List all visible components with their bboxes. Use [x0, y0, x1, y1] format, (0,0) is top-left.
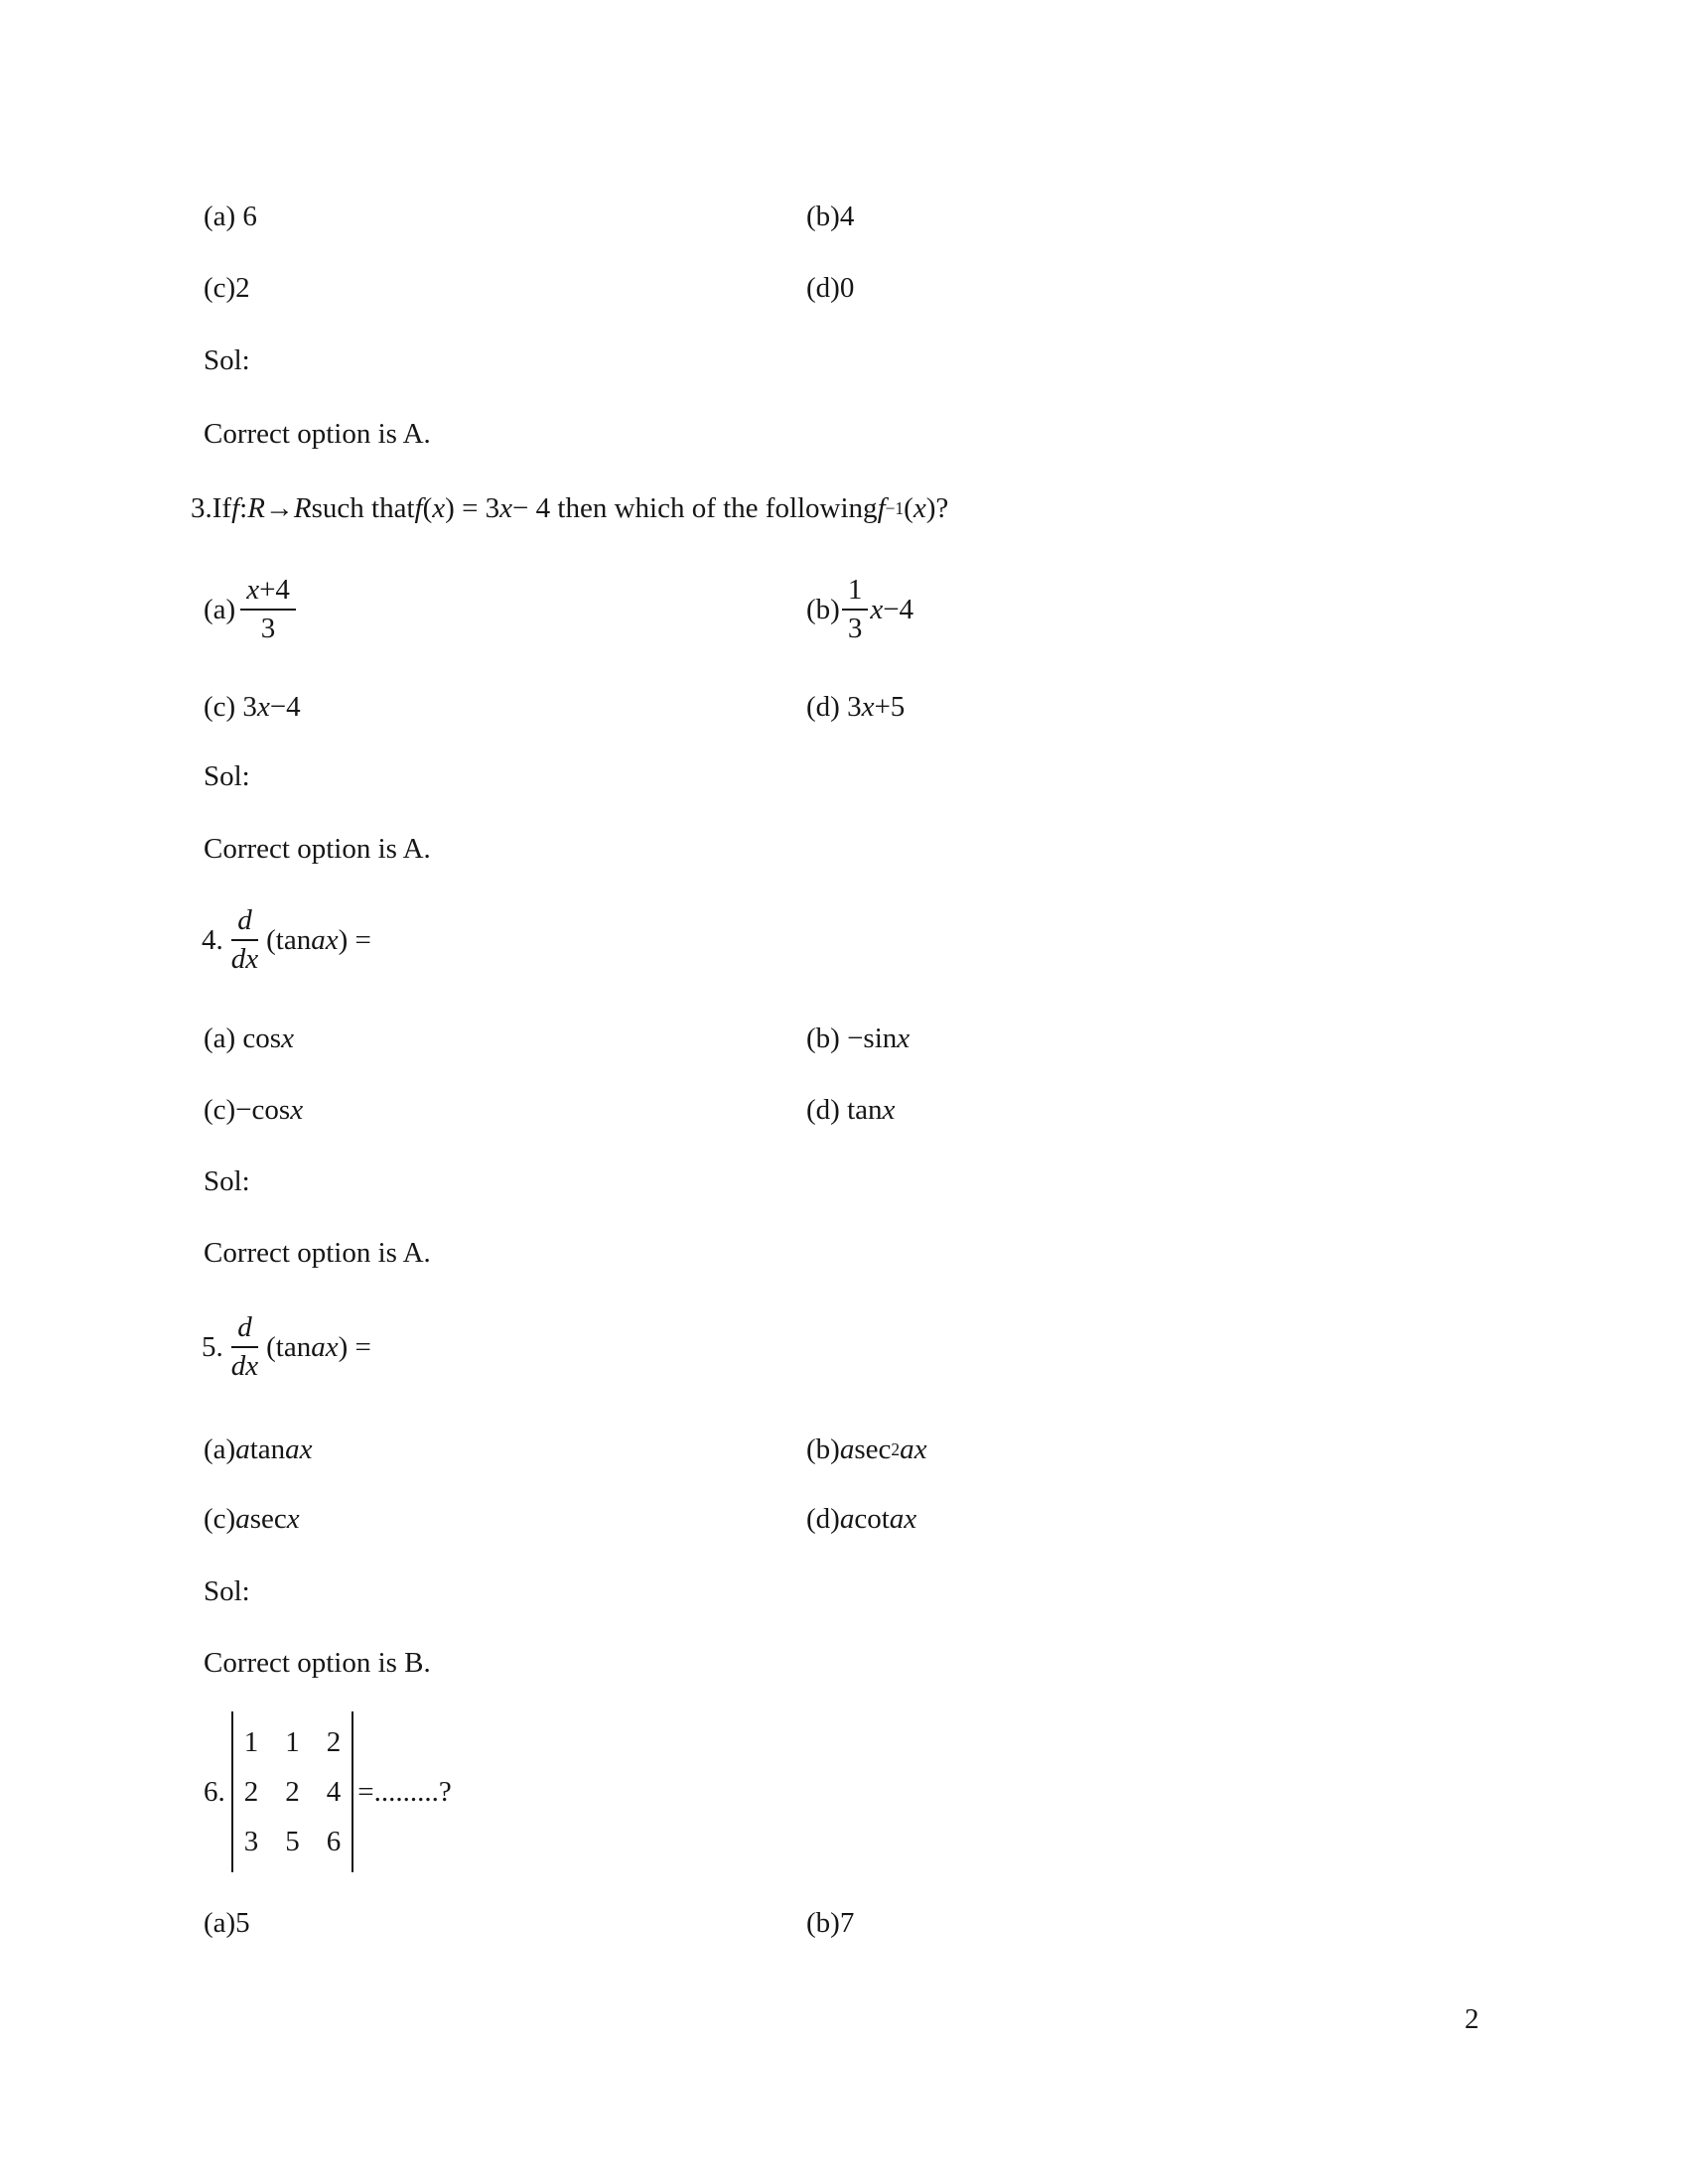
q4-option-c: (c)−cos x	[204, 1094, 304, 1126]
q3-options-row-2	[204, 689, 906, 725]
q5-options-row-1	[204, 1432, 927, 1467]
q3-question	[191, 490, 948, 526]
matrix-cell: 2	[285, 1776, 300, 1808]
q5-answer-text: Correct option is B.	[204, 1647, 431, 1679]
q3-option-b-tail: x −4	[870, 594, 914, 625]
fraction-denominator: dx	[230, 1350, 259, 1382]
q3-options-row-1	[204, 574, 914, 645]
matrix-cell: 4	[326, 1776, 342, 1808]
q5-sol-text: Sol:	[204, 1575, 250, 1607]
q5-question-tail: (tan ax ) =	[266, 1331, 371, 1363]
q3-answer-text: Correct option is A.	[204, 833, 431, 865]
q5-question	[202, 1311, 371, 1383]
q3-sol-label	[204, 758, 250, 794]
q2-options-row-2	[204, 270, 855, 306]
q4-sol-text: Sol:	[204, 1165, 250, 1197]
q4-question-lead: 4.	[202, 924, 223, 956]
q4-derivative-fraction	[225, 904, 264, 976]
q5-sol-label	[204, 1573, 250, 1609]
q5-options-row-2	[204, 1501, 917, 1537]
q3-option-b-fraction	[842, 574, 869, 645]
matrix-cell: 1	[243, 1726, 259, 1758]
q4-answer-text: Correct option is A.	[204, 1237, 431, 1269]
q4-question-tail: (tan ax ) =	[266, 924, 371, 956]
q3-sol-text: Sol:	[204, 760, 250, 792]
fraction-denominator: dx	[230, 943, 259, 975]
fraction-numerator: d	[231, 904, 258, 941]
fraction-denominator: 3	[260, 613, 276, 644]
q4-option-a: (a) cos x	[204, 1023, 294, 1054]
q2-options-row-1	[204, 199, 855, 234]
q2-option-c: (c)2	[204, 272, 250, 304]
q5-derivative-fraction	[225, 1311, 264, 1383]
q5-option-a: (a) a tan ax	[204, 1433, 313, 1465]
page-number	[1465, 2003, 1479, 2036]
q3-option-a-label: (a)	[204, 594, 236, 625]
q5-question-lead: 5.	[202, 1331, 223, 1363]
q6-question-lead: 6.	[204, 1776, 225, 1808]
q4-option-d: (d) tan x	[806, 1094, 896, 1126]
q3-option-a	[204, 574, 301, 645]
matrix-cell: 6	[326, 1826, 342, 1857]
q3-question-text: 3.If f : R → R such that f ( x ) = 3 x − 4 then which of the following f −1 ( x )?	[191, 492, 949, 524]
q6-option-b: (b)7	[806, 1907, 855, 1939]
q3-option-d: (d) 3 x +5	[806, 691, 906, 723]
matrix-cell: 2	[326, 1726, 342, 1758]
matrix-cell: 2	[243, 1776, 259, 1808]
q2-answer-text: Correct option is A.	[204, 418, 431, 450]
q3-option-c: (c) 3 x −4	[204, 691, 301, 723]
q2-answer-line	[204, 416, 431, 452]
fraction-numerator: x+4	[240, 574, 296, 611]
q6-options-row-1	[204, 1905, 855, 1941]
q2-option-a: (a) 6	[204, 201, 257, 232]
q5-option-c: (c) a sec x	[204, 1503, 300, 1535]
matrix-cell: 5	[285, 1826, 300, 1857]
q4-sol-label	[204, 1163, 250, 1199]
q2-sol-text: Sol:	[204, 344, 250, 376]
fraction-numerator: d	[231, 1311, 258, 1348]
q4-options-row-2	[204, 1092, 896, 1128]
q5-answer-line	[204, 1645, 431, 1681]
q6-determinant-matrix	[231, 1711, 354, 1872]
matrix-cell: 3	[243, 1826, 259, 1857]
q6-question	[204, 1711, 452, 1872]
q2-option-b: (b)4	[806, 201, 855, 232]
q3-option-a-fraction	[240, 574, 296, 645]
q4-option-b: (b) −sin x	[806, 1023, 911, 1054]
q3-answer-line	[204, 831, 431, 867]
q6-question-tail: =.........?	[357, 1776, 452, 1808]
fraction-numerator: 1	[842, 574, 869, 611]
q4-options-row-1	[204, 1021, 911, 1056]
matrix-cell: 1	[285, 1726, 300, 1758]
q4-question	[202, 904, 371, 976]
q2-sol-label	[204, 342, 250, 378]
q3-option-b-label: (b)	[806, 594, 840, 625]
q5-option-b: (b) a sec 2 ax	[806, 1433, 927, 1465]
q2-option-d: (d)0	[806, 272, 855, 304]
page-number-text: 2	[1465, 2003, 1479, 2035]
q5-option-d: (d) a cot ax	[806, 1503, 917, 1535]
q6-option-a: (a)5	[204, 1907, 250, 1939]
fraction-denominator: 3	[847, 613, 863, 644]
q4-answer-line	[204, 1235, 431, 1271]
q3-option-b	[806, 574, 914, 645]
